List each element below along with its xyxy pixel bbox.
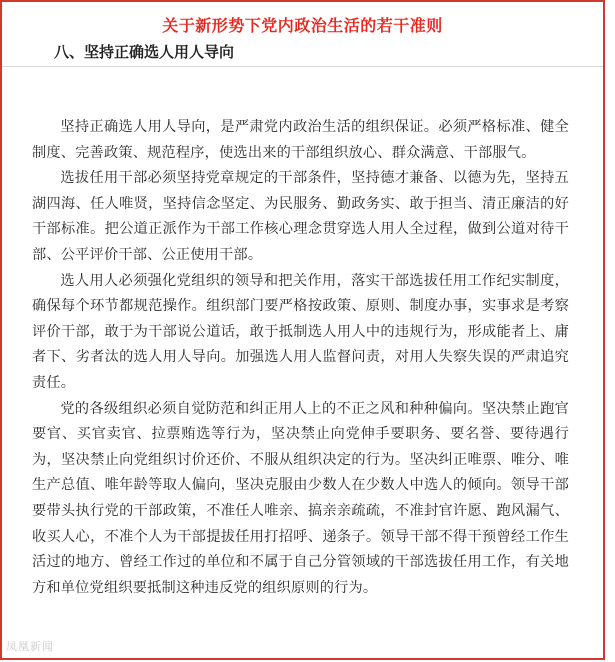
paragraph-4: 党的各级组织必须自觉防范和纠正用人上的不正之风和种种偏向。坚决禁止跑官要官、买官卖官、拉票贿选等行为，坚决禁止向党伸手要职务、要名誉、要待遇行为，坚决禁止向党组织讨价还价、不服从组织决定的行为。坚决纠正唯票、唯分、唯生产总值、唯年龄等取人偏向，坚决克服由少数人在少数人中选人的倾向。领导干部要带头执行党的干部政策，不准任人唯亲、搞亲亲疏疏，不准封官许愿、跑风漏气、收买人心，不准个人为干部提拔任用打招呼、递条子。领导干部不得干预曾经工作生活过的地方、曾经工作过的单位和不属于自己分管领域的干部选拔任用工作，有关地方和单位党组织要抵制这种违反党的组织原则的行为。	[32, 400, 569, 596]
document-body	[2, 67, 603, 601]
document-title: 关于新形势下党内政治生活的若干准则	[162, 16, 443, 35]
section-heading: 八、坚持正确选人用人导向	[54, 43, 235, 61]
paragraph-2: 选拔任用干部必须坚持党章规定的干部条件，坚持德才兼备、以德为先，坚持五湖四海、任人唯贤，坚持信念坚定、为民服务、勤政务实、敢于担当、清正廉洁的好干部标准。把公道正派作为干部工作核心理念贯穿选人用人全过程，做到公道对待干部、公平评价干部、公正使用干部。	[32, 170, 569, 263]
paragraph-1: 坚持正确选人用人导向，是严肃党内政治生活的组织保证。必须严格标准、健全制度、完善政策、规范程序，使选出来的干部组织放心、群众满意、干部服气。	[32, 119, 569, 161]
paragraph-3: 选人用人必须强化党组织的领导和把关作用，落实干部选拔任用工作纪实制度，确保每个环节都规范操作。组织部门要严格按政策、原则、制度办事，实事求是考察评价干部，敢于为干部说公道话，敢于抵制选人用人中的违规行为，形成能者上、庸者下、劣者汰的选人用人导向。加强选人用人监督问责，对用人失察失误的严肃追究责任。	[32, 272, 569, 391]
document-header	[2, 2, 603, 67]
watermark: 凤凰新闻	[6, 640, 54, 653]
